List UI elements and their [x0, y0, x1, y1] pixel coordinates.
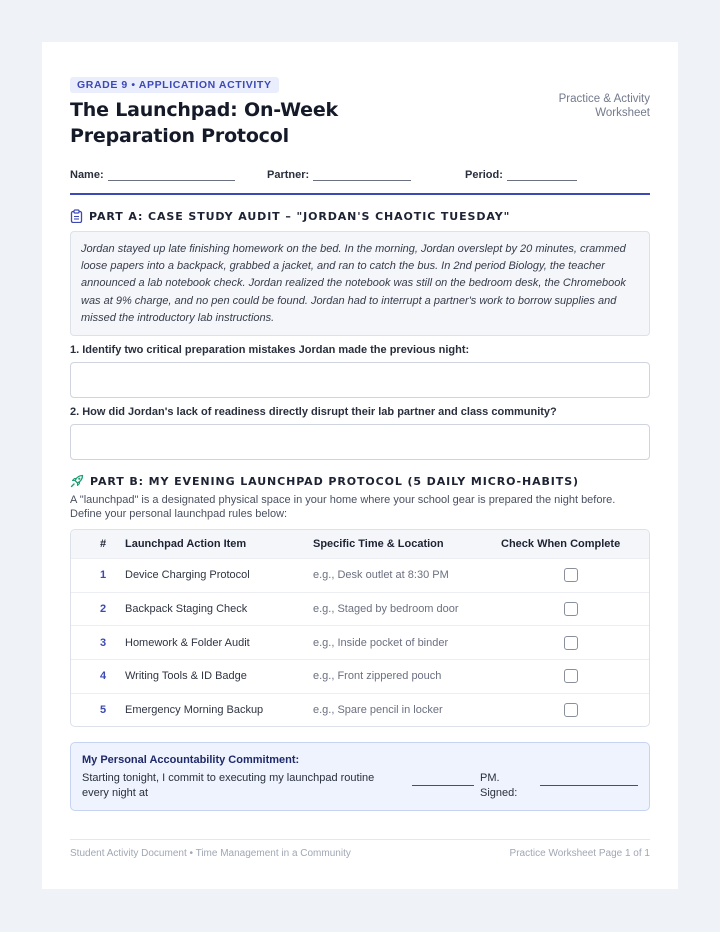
time-location-example: e.g., Staged by bedroom door — [313, 602, 459, 615]
action-item: Writing Tools & ID Badge — [125, 670, 247, 683]
complete-checkbox[interactable] — [564, 636, 578, 650]
student-info-fields — [70, 165, 650, 195]
period-label: Period: — [465, 169, 503, 181]
question-2: 2. How did Jordan's lack of readiness directly disrupt their lab partner and class community? — [70, 406, 557, 419]
worksheet-page — [42, 42, 678, 889]
table-row — [71, 659, 649, 693]
name-line[interactable] — [108, 170, 235, 181]
action-item: Emergency Morning Backup — [125, 703, 264, 716]
clipboard-icon — [70, 209, 83, 223]
row-number: 1 — [99, 569, 107, 582]
page-footer — [70, 839, 650, 859]
worksheet-header — [70, 42, 650, 149]
grade-badge: GRADE 9 • APPLICATION ACTIVITY — [70, 77, 279, 93]
commitment-text: Starting tonight, I commit to executing my launchpad routine every night at — [82, 772, 375, 799]
row-number: 2 — [99, 602, 107, 615]
footer-left-text: Student Activity Document • Time Management in a Community — [70, 848, 351, 859]
table-row — [71, 558, 649, 592]
signature-line[interactable] — [540, 785, 638, 786]
part-b-title: PART B: MY EVENING LAUNCHPAD PROTOCOL (5 DAILY MICRO-HABITS) — [90, 474, 579, 488]
table-row — [71, 592, 649, 626]
commitment-time-line[interactable] — [412, 785, 474, 786]
action-item: Device Charging Protocol — [125, 569, 250, 582]
complete-checkbox[interactable] — [564, 703, 578, 717]
partner-line[interactable] — [313, 170, 411, 181]
row-number: 3 — [99, 636, 107, 649]
column-header-number: # — [99, 537, 107, 550]
column-header-check: Check When Complete — [501, 537, 621, 550]
table-row — [71, 693, 649, 727]
answer-box-1[interactable] — [70, 362, 650, 398]
row-number: 5 — [99, 703, 107, 716]
worksheet-title: The Launchpad: On-Week Preparation Protocol — [70, 99, 338, 147]
period-field[interactable] — [465, 169, 577, 181]
action-item: Backpack Staging Check — [125, 602, 248, 615]
part-b-heading — [70, 474, 650, 488]
table-row — [71, 625, 649, 659]
worksheet-type-label: Practice & Activity Worksheet — [558, 93, 650, 119]
rocket-icon — [70, 474, 84, 488]
complete-checkbox[interactable] — [564, 568, 578, 582]
commitment-pm-signed: PM. Signed: — [480, 772, 518, 799]
complete-checkbox[interactable] — [564, 669, 578, 683]
footer-page-number: Practice Worksheet Page 1 of 1 — [509, 848, 650, 859]
name-field[interactable] — [70, 169, 235, 181]
name-label: Name: — [70, 169, 104, 181]
action-item: Homework & Folder Audit — [125, 636, 250, 649]
part-a-title: PART A: CASE STUDY AUDIT – "JORDAN'S CHAOTIC TUESDAY" — [89, 209, 511, 223]
commitment-box — [70, 742, 650, 811]
part-a-heading — [70, 209, 650, 223]
case-study-box: Jordan stayed up late finishing homework on the bed. In the morning, Jordan overslept by 20 minutes, crammed loose papers into a backpack, grabbed a jacket, and ran to catch the bus. In 2nd period Biology, the teacher announced a lab notebook check. Jordan realized the notebook was still on the bedroom desk, the Chromebook was at 9% charge, and no pen could be found. Jordan had to interrupt a partner's work to borrow supplies and missed the introductory lab instructions. — [70, 231, 650, 336]
column-header-action-item: Launchpad Action Item — [125, 537, 247, 550]
partner-field[interactable] — [267, 169, 411, 181]
complete-checkbox[interactable] — [564, 602, 578, 616]
question-1: 1. Identify two critical preparation mistakes Jordan made the previous night: — [70, 344, 470, 357]
table-header-row — [71, 530, 649, 558]
time-location-example: e.g., Desk outlet at 8:30 PM — [313, 569, 449, 582]
time-location-example: e.g., Inside pocket of binder — [313, 636, 449, 649]
launchpad-table — [70, 529, 650, 727]
period-line[interactable] — [507, 170, 577, 181]
answer-box-2[interactable] — [70, 424, 650, 460]
time-location-example: e.g., Front zippered pouch — [313, 670, 442, 683]
row-number: 4 — [99, 670, 107, 683]
time-location-example: e.g., Spare pencil in locker — [313, 703, 443, 716]
part-b-description: A "launchpad" is a designated physical space in your home where your school gear is prepared the night before. Define your personal launchpad rules below: — [70, 494, 616, 521]
commitment-title: My Personal Accountability Commitment: — [82, 754, 300, 767]
column-header-time-location: Specific Time & Location — [313, 537, 444, 550]
partner-label: Partner: — [267, 169, 310, 181]
